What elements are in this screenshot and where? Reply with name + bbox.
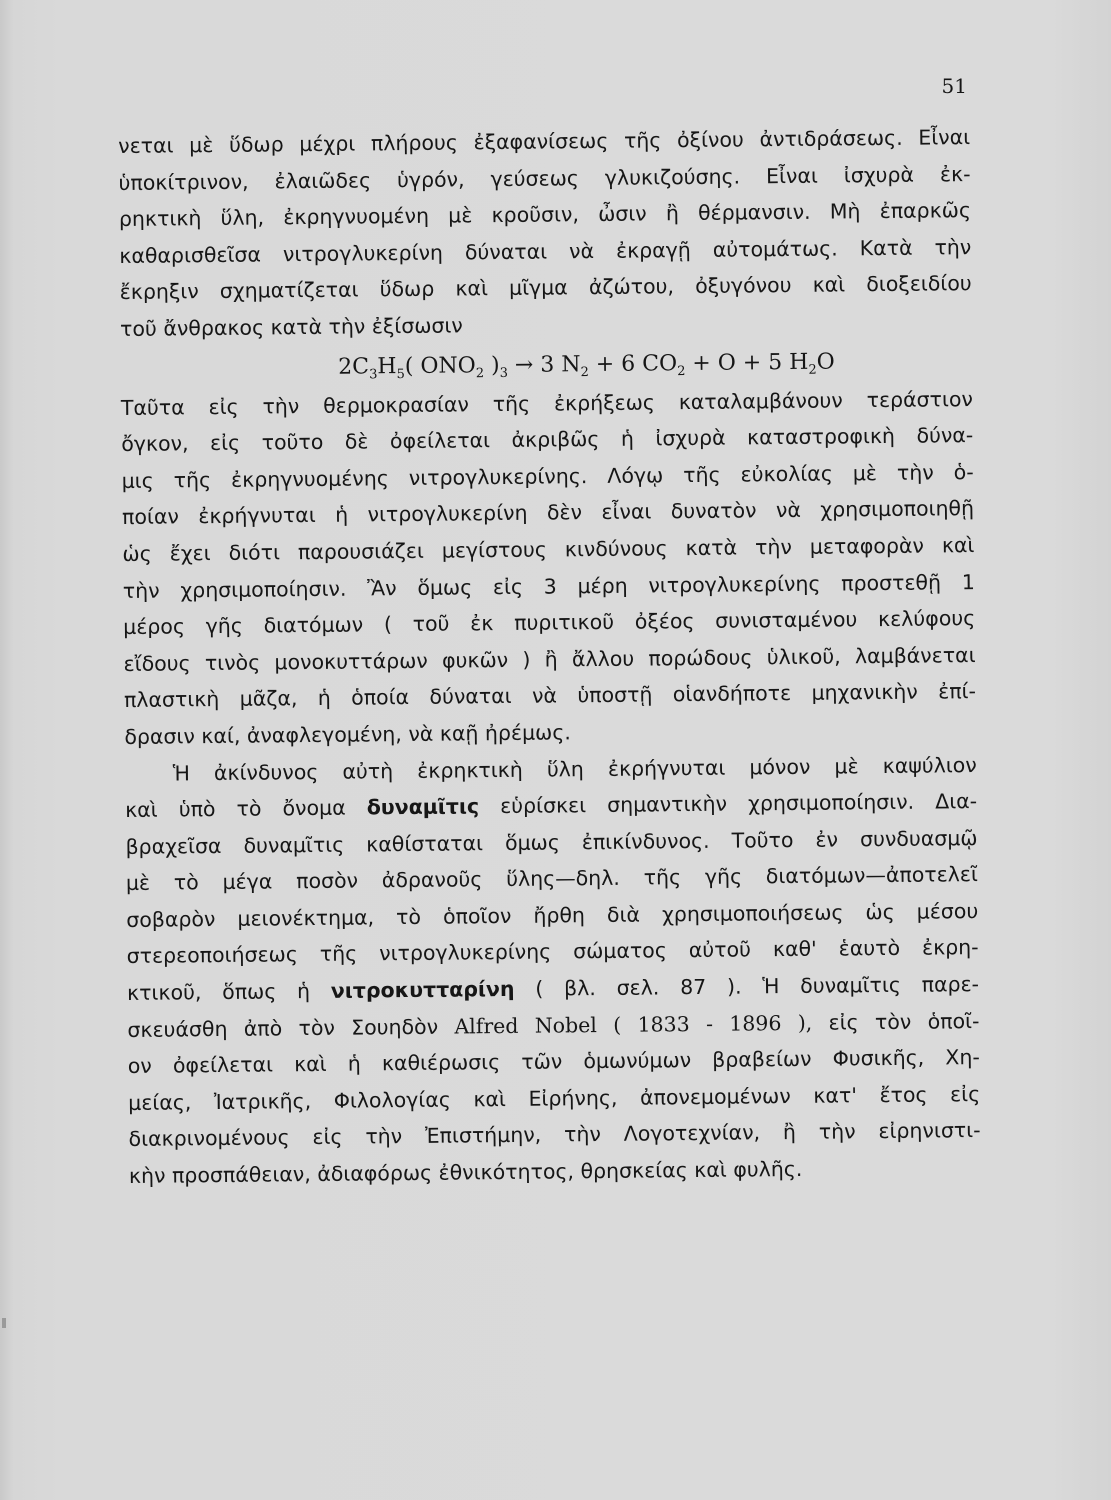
- equation-subscript: 2: [580, 364, 589, 380]
- equation-term: ): [483, 352, 500, 378]
- equation-subscript: 5: [396, 366, 405, 382]
- equation-term: + O + 5 H: [685, 349, 809, 376]
- text-line: τὴν χρησιμοποίησιν. Ἂν ὅμως εἰς 3 μέρη νιτρογλυκερίνης προστεθῇ 1: [122, 569, 975, 603]
- text-line: ποίαν ἐκρήγνυται ἡ νιτρογλυκερίνη δὲν εἶναι δυνατὸν νὰ χρησιμοποιηθῇ: [121, 496, 975, 530]
- text-run: εὑρίσκει σημαντικὴν χρησιμοποίησιν. Δια-: [478, 789, 978, 819]
- page-edge-mark: [2, 1318, 6, 1328]
- page-number: 51: [941, 74, 967, 98]
- term-dynamite: δυναμῖτις: [366, 794, 480, 820]
- text-line: ρηκτικὴ ὕλη, ἐκρηγνυομένη μὲ κροῦσιν, ὦσιν ἢ θέρμανσιν. Μὴ ἐπαρκῶς: [118, 198, 972, 232]
- equation-term: + 6 CO: [588, 350, 678, 377]
- equation-term: 2C: [338, 353, 370, 380]
- text-line: διακρινομένους εἰς τὴν Ἐπιστήμην, τὴν Λογοτεχνίαν, ἢ τὴν εἰρηνιστι-: [128, 1118, 981, 1152]
- text-line: ὄγκον, εἰς τοῦτο δὲ ὀφείλεται ἀκριβῶς ἡ ἰσχυρὰ καταστροφικὴ δύνα-: [121, 423, 974, 457]
- equation-term: ( ONO: [404, 352, 476, 379]
- text-line: βραχεῖσα δυναμῖτις καθίσταται ὅμως ἐπικίνδυνος. Τοῦτο ἐν συνδυασμῷ: [125, 825, 978, 859]
- paragraph-2: [121, 381, 977, 756]
- text-line: Ταῦτα εἰς τὴν θερμοκρασίαν τῆς ἐκρήξεως καταλαμβάνουν τεράστιον: [120, 386, 974, 420]
- text-line: ον ὀφείλεται καὶ ἡ καθιέρωσις τῶν ὁμωνύμων βραβείων Φυσικῆς, Χη-: [127, 1045, 980, 1079]
- body-text: [118, 119, 981, 1194]
- person-name: Alfred Nobel ( 1833 - 1896 ),: [454, 1010, 813, 1039]
- text-line: μις τῆς ἐκρηγνυομένης νιτρογλυκερίνης. Λόγῳ τῆς εὐκολίας μὲ τὴν ὁ-: [121, 459, 974, 493]
- equation-term: 3 N: [540, 351, 581, 378]
- text-run: ( βλ. σελ. 87 ). Ἡ δυναμῖτις παρε-: [514, 972, 980, 1001]
- text-run: καὶ ὑπὸ τὸ ὄνομα: [125, 795, 367, 823]
- text-line: μέρος γῆς διατόμων ( τοῦ ἐκ πυριτικοῦ ὀξέος συνισταμένου κελύφους: [123, 606, 976, 640]
- text-line: Ἡ ἀκίνδυνος αὐτὴ ἐκρηκτικὴ ὕλη ἐκρήγνυται μόνον μὲ καψύλιον: [172, 752, 977, 785]
- text-line: σοβαρὸν μειονέκτημα, τὸ ὁποῖον ἤρθη διὰ χρησιμοποιήσεως ὡς μέσου: [126, 898, 979, 932]
- text-line: εἴδους τινὸς μονοκυττάρων φυκῶν ) ἢ ἄλλου πορώδους ὑλικοῦ, λαμβάνεται: [123, 642, 976, 676]
- equation-subscript: 3: [499, 365, 509, 381]
- text-line: μείας, Ἰατρικῆς, Φιλολογίας καὶ Εἰρήνης, ἀπονεμομένων κατ' ἔτος εἰς: [128, 1081, 981, 1115]
- text-line: τοῦ ἄνθρακος κατὰ τὴν ἐξίσωσιν: [119, 313, 463, 341]
- text-line: ἔκρηξιν σχηματίζεται ὕδωρ καὶ μῖγμα ἀζώτου, ὀξυγόνου καὶ διοξειδίου: [119, 271, 972, 305]
- equation-term: O: [816, 349, 835, 375]
- text-line: ὡς ἔχει διότι παρουσιάζει μεγίστους κινδύνους κατὰ τὴν μεταφορὰν καὶ: [122, 532, 975, 566]
- equation-term: H: [377, 353, 397, 379]
- equation-subscript: 2: [808, 362, 817, 378]
- equation-subscript: 2: [677, 363, 686, 379]
- equation-subscript: 2: [475, 365, 485, 381]
- equation-subscript: 3: [369, 366, 378, 382]
- term-nitrocellulose: νιτροκυτταρίνη: [330, 976, 515, 1003]
- text-line: καθαρισθεῖσα νιτρογλυκερίνη δύναται νὰ ἐκραγῇ αὐτομάτως. Κατὰ τὴν: [119, 234, 972, 268]
- text-line: μὲ τὸ μέγα ποσὸν ἀδρανοῦς ὕλης—δηλ. τῆς γῆς διατόμων—ἀποτελεῖ: [125, 862, 978, 896]
- reaction-arrow: →: [507, 352, 541, 378]
- text-run: κτικοῦ, ὅπως ἡ: [126, 978, 331, 1006]
- text-run: σκευάσθη ἀπὸ τὸν Σουηδὸν: [127, 1014, 455, 1042]
- text-line: ὑποκίτρινον, ἐλαιῶδες ὑγρόν, γεύσεως γλυκιζούσης. Εἶναι ἰσχυρὰ ἐκ-: [118, 161, 971, 195]
- text-line: κὴν προσπάθειαν, ἀδιαφόρως ἐθνικότητος, θρησκείας καὶ φυλῆς.: [128, 1156, 803, 1188]
- text-line: νεται μὲ ὕδωρ μέχρι πλήρους ἐξαφανίσεως τῆς ὀξίνου ἀντιδράσεως. Εἶναι: [118, 125, 971, 158]
- text-line: στερεοποιήσεως τῆς νιτρογλυκερίνης σώματος αὐτοῦ καθ' ἑαυτὸ ἐκρη-: [126, 935, 979, 969]
- paragraph-3: [125, 747, 982, 1195]
- text-line: πλαστικὴ μᾶζα, ἡ ὁποία δύναται νὰ ὑποστῇ οἱανδήποτε μηχανικὴν ἐπί-: [123, 679, 977, 713]
- text-line: δρασιν καί, ἀναφλεγομένη, νὰ καῇ ἠρέμως.: [124, 720, 571, 749]
- text-run: εἰς τὸν ὁποῖ-: [812, 1008, 980, 1035]
- paragraph-1: [118, 119, 972, 347]
